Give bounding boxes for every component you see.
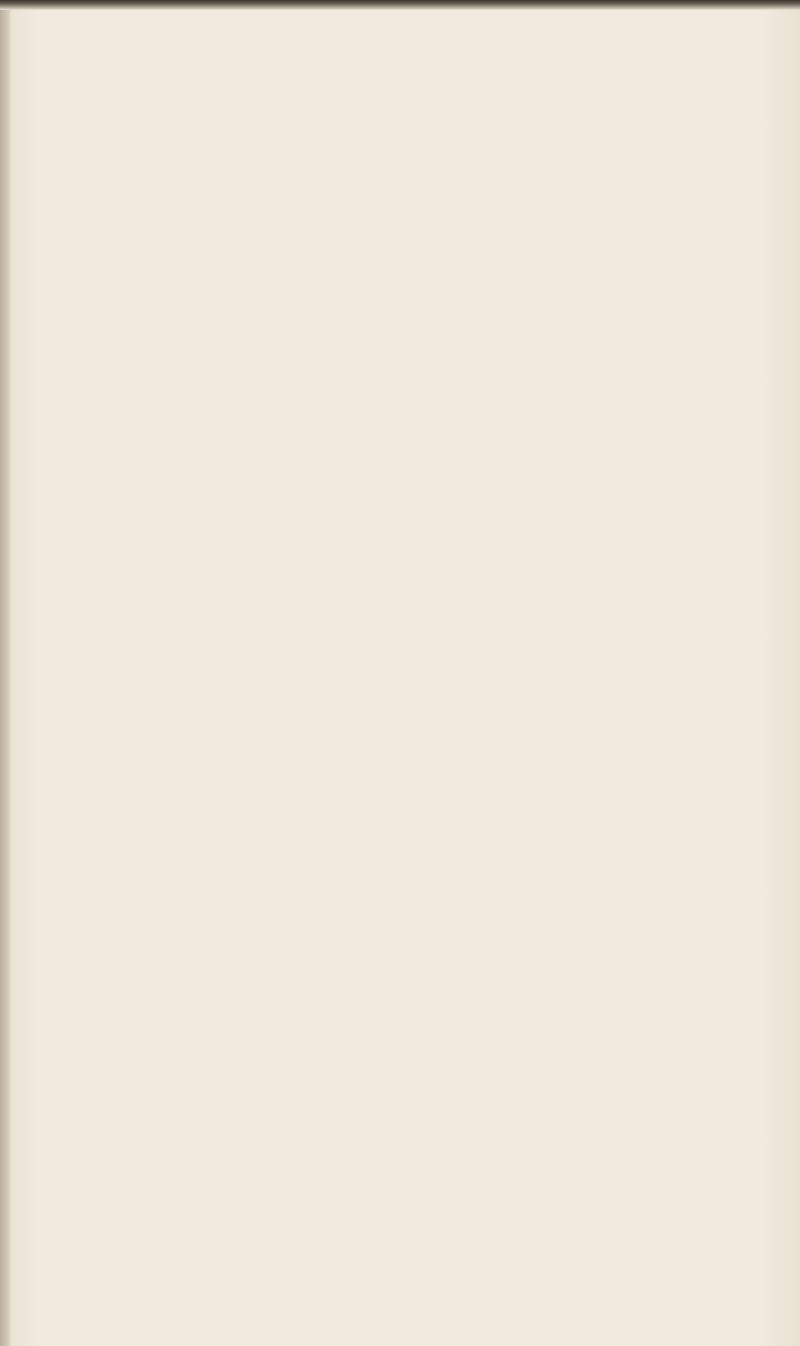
page-top-edge [0,0,800,10]
running-header [160,42,760,86]
page-footer [330,1292,730,1328]
page-gutter [0,0,10,1346]
